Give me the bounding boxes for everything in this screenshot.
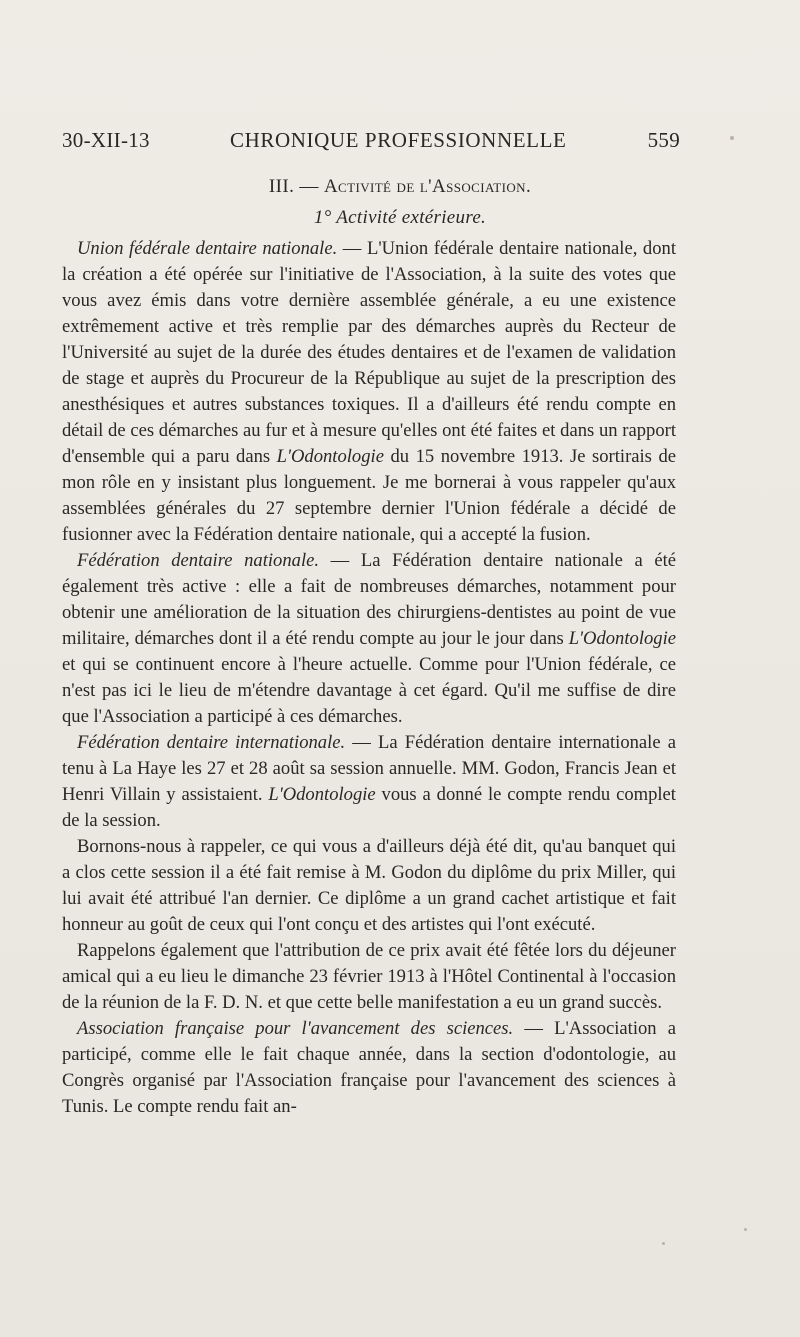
paragraph-text: vous a donné le compte rendu complet de la session.	[62, 784, 676, 831]
section-title: Activité de l'Association.	[323, 176, 532, 197]
subsection-title: 1° Activité extérieure.	[313, 207, 487, 228]
paragraph	[62, 1016, 676, 1120]
section-heading	[0, 176, 800, 198]
paper-speck	[744, 1228, 747, 1231]
paragraph	[62, 730, 676, 834]
paragraph-text: — La Fédération dentaire internationale a tenu à La Haye les 27 et 28 août sa session annuelle. MM. Godon, Francis Jean et Henri Villain y assistaient.	[62, 732, 676, 805]
paper-speck	[730, 136, 734, 140]
paragraph-text: du 15 novembre 1913. Je sortirais de mon rôle en y insistant plus longuement. Je me bornerai à vous rappeler qu'aux assemblées générales du 27 septembre dernier l'Union fédérale a décidé de fusionner avec la Fédération dentaire nationale, qui a accepté la fusion.	[62, 446, 676, 545]
running-head-title: CHRONIQUE PROFESSIONNELLE	[230, 128, 567, 152]
paragraph	[62, 938, 676, 1016]
running-head-date: 30-XII-13	[62, 128, 150, 152]
journal-title: L'Odontologie	[276, 446, 384, 467]
paragraph-text: Rappelons également que l'attribution de ce prix avait été fêtée lors du déjeuner amical qui a eu lieu le dimanche 23 février 1913 à l'Hôtel Continental à l'occasion de la réunion de la F. D. N. et que cette belle manifestation a eu un grand succès.	[62, 940, 676, 1013]
paragraph-heading: Association française pour l'avancement des sciences.	[77, 1018, 514, 1039]
paragraph-text: Bornons-nous à rappeler, ce qui vous a d'ailleurs déjà été dit, qu'au banquet qui a clos cette session il a été fait remise à M. Godon du diplôme du prix Miller, qui lui avait été attribué l'an dernier. Ce diplôme a un grand cachet artistique et fait honneur au goût de ceux qui l'ont conçu et des artistes qui l'ont exécuté.	[62, 836, 676, 935]
paragraph-text: — L'Association a participé, comme elle le fait chaque année, dans la section d'odontologie, au Congrès organisé par l'Association française pour l'avancement des sciences à Tunis. Le compte rendu fait an-	[62, 1018, 676, 1117]
article-body	[62, 236, 676, 1120]
journal-title: L'Odontologie	[268, 784, 376, 805]
paragraph	[62, 548, 676, 730]
paragraph-heading: Union fédérale dentaire nationale.	[77, 238, 338, 259]
paragraph-text: — L'Union fédérale dentaire nationale, dont la création a été opérée sur l'initiative de l'Association, à la suite des votes que vous avez émis dans votre dernière assemblée générale, a eu une existence extrêmement active et très remplie par des démarches auprès du Recteur de l'Université au sujet de la durée des études dentaires et de l'examen de validation de stage et auprès du Procureur de la République au sujet de la prescription des anesthésiques et autres substances toxiques. Il a d'ailleurs été rendu compte en détail de ces démarches au fur et à mesure qu'elles ont été faites et dans un rapport d'ensemble qui a paru dans	[62, 238, 676, 467]
paragraph	[62, 236, 676, 548]
page-number: 559	[647, 128, 680, 152]
paper-speck	[662, 1242, 665, 1245]
paragraph-heading: Fédération dentaire internationale.	[77, 732, 346, 753]
section-number: III. —	[268, 176, 319, 197]
paragraph-text: — La Fédération dentaire nationale a été également très active : elle a fait de nombreuses démarches, notamment pour obtenir une amélioration de la situation des chirurgiens-dentistes au point de vue militaire, démarches dont il a été rendu compte au jour le jour dans	[62, 550, 676, 649]
running-head	[62, 128, 680, 156]
paragraph-heading: Fédération dentaire nationale.	[77, 550, 320, 571]
paragraph	[62, 834, 676, 938]
journal-title: L'Odontologie	[568, 628, 676, 649]
paragraph-text: et qui se continuent encore à l'heure actuelle. Comme pour l'Union fédérale, ce n'est pas ici le lieu de m'étendre davantage à cet égard. Qu'il me suffise de dire que l'Association a participé à ces démarches.	[62, 654, 676, 727]
subsection-heading	[0, 207, 800, 229]
